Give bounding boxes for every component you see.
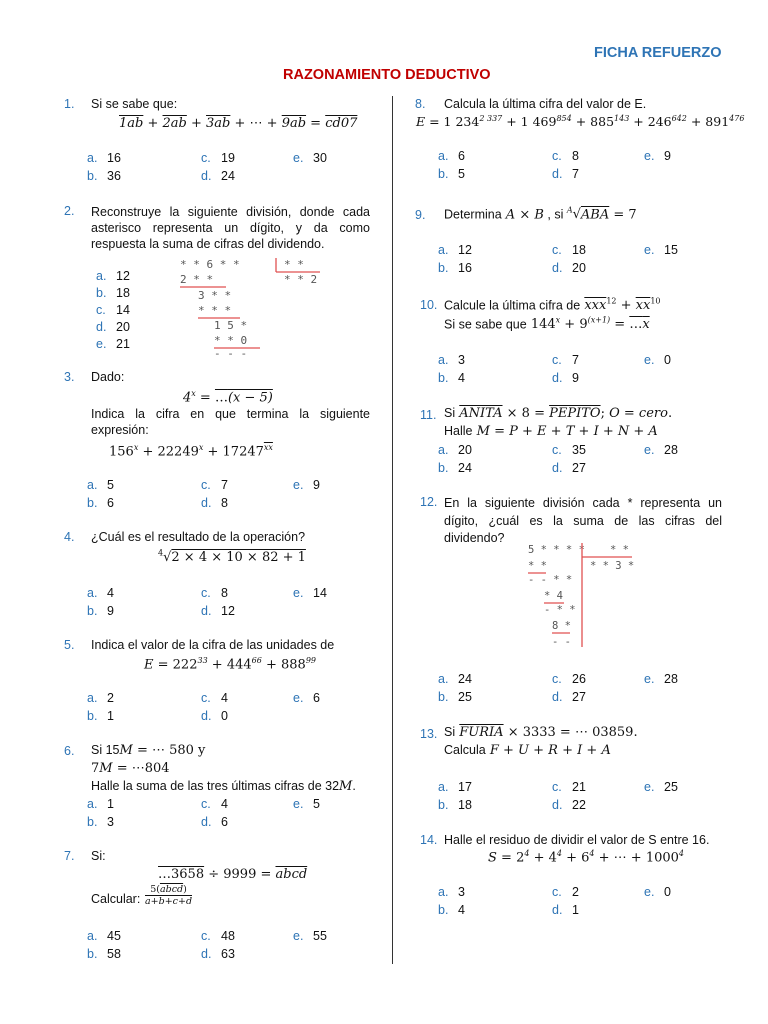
question-text-2: Indica la cifra en que termina la siguiente expresión: xyxy=(91,407,370,437)
question-number: 5. xyxy=(64,638,75,652)
option-e[interactable]: e. 15 xyxy=(644,243,678,257)
option-a[interactable]: a. 4 xyxy=(87,586,114,600)
page-title: RAZONAMIENTO DEDUCTIVO xyxy=(283,67,491,83)
column-divider xyxy=(392,96,393,964)
division-diagram xyxy=(178,258,328,358)
sheet-label: FICHA REFUERZO xyxy=(594,45,722,61)
question-number: 10. xyxy=(420,298,438,312)
option-d[interactable]: d. 12 xyxy=(201,604,235,618)
svg-text:* *: * * xyxy=(610,544,629,556)
svg-text:2 * *: 2 * * xyxy=(180,273,214,286)
option-c[interactable]: c. 21 xyxy=(552,780,586,794)
option-a[interactable]: a. 24 xyxy=(438,672,472,686)
question-number: 13. xyxy=(420,727,438,741)
option-c[interactable]: c. 26 xyxy=(552,672,586,686)
option-b[interactable]: b. 3 xyxy=(87,815,114,829)
svg-text:- - -: - - - xyxy=(214,347,248,358)
question-text: Si se sabe que: xyxy=(91,97,178,111)
option-b[interactable]: b. 6 xyxy=(87,496,114,510)
question-text: Dado: xyxy=(91,370,125,384)
option-e[interactable]: e. 14 xyxy=(293,586,327,600)
option-d[interactable]: d. 24 xyxy=(201,169,235,183)
svg-text:5 * * * *: 5 * * * * xyxy=(528,544,585,556)
option-d[interactable]: d. 1 xyxy=(552,903,579,917)
equation: 1ab + 2ab + 3ab + ⋯ + 9ab = cd07 xyxy=(119,116,358,131)
equation: E = 1 $234^{2 337} + 1$ $469^{854} + 885^{143} + 246^{642} + 891^{476}$ xyxy=(416,114,745,130)
option-d[interactable]: d. 20 xyxy=(96,320,130,334)
svg-text:- * *: - * * xyxy=(544,604,576,616)
option-c[interactable]: c. 35 xyxy=(552,443,586,457)
question-number: 12. xyxy=(420,495,438,509)
option-a[interactable]: a. 3 xyxy=(438,353,465,367)
svg-text:- - * *: - - * * xyxy=(528,574,573,586)
question-number: 2. xyxy=(64,204,75,218)
option-b[interactable]: b. 25 xyxy=(438,690,472,704)
option-c[interactable]: c. 48 xyxy=(201,929,235,943)
svg-text:* * 3 *: * * 3 * xyxy=(590,560,634,572)
option-b[interactable]: b. 9 xyxy=(87,604,114,618)
equation: $E = 222^{33} + 444^{66} + 888^{99}$ xyxy=(144,656,317,673)
option-d[interactable]: d. 27 xyxy=(552,690,586,704)
question-text: Si FURIA × 3333 = ⋯ 03859. xyxy=(444,725,638,740)
svg-text:* 4: * 4 xyxy=(544,590,563,602)
equation: 7M = ⋯804 xyxy=(91,761,170,776)
option-d[interactable]: d. 27 xyxy=(552,461,586,475)
option-e[interactable]: e. 21 xyxy=(96,337,130,351)
svg-text:1 5 *: 1 5 * xyxy=(214,319,248,332)
question-number: 14. xyxy=(420,833,438,847)
svg-text:* * 2: * * 2 xyxy=(284,273,318,286)
option-e[interactable]: e. 0 xyxy=(644,353,671,367)
expression: $156^x + 22249^x + 17247^{\overline{xx}}$ xyxy=(109,443,273,460)
option-a[interactable]: a. 3 xyxy=(438,885,465,899)
question-text: Si 15M = ⋯ 580 y xyxy=(91,743,206,758)
option-b[interactable]: b. 4 xyxy=(438,903,465,917)
option-a[interactable]: a. 16 xyxy=(87,151,121,165)
option-a[interactable]: a. 6 xyxy=(438,149,465,163)
svg-text:* * 6 * *: * * 6 * * xyxy=(180,258,240,271)
option-a[interactable]: a. 1 xyxy=(87,797,114,811)
svg-text:* *: * * xyxy=(284,258,304,271)
option-a[interactable]: a. 45 xyxy=(87,929,121,943)
option-a[interactable]: a. 2 xyxy=(87,691,114,705)
option-b[interactable]: b. 5 xyxy=(438,167,465,181)
svg-text:3 * *: 3 * * xyxy=(198,289,232,302)
option-c[interactable]: c. 18 xyxy=(552,243,586,257)
question-number: 9. xyxy=(415,208,426,222)
option-b[interactable]: b. 1 xyxy=(87,709,114,723)
question-number: 3. xyxy=(64,370,75,384)
option-c[interactable]: c. 4 xyxy=(201,797,228,811)
option-a[interactable]: a. 20 xyxy=(438,443,472,457)
option-d[interactable]: d. 20 xyxy=(552,261,586,275)
option-c[interactable]: c. 7 xyxy=(201,478,228,492)
question-text: Reconstruye la siguiente división, donde cada asterisco representa un dígito, y da como respuesta la suma de cifras del dividendo. xyxy=(91,205,370,251)
question-text: Calcule la última cifra de $\overline{xxx}^{12} + \overline{xx}^{10}$ xyxy=(444,297,661,314)
svg-text:* * 0: * * 0 xyxy=(214,334,248,347)
svg-text:- -: - - xyxy=(552,636,571,648)
question-number: 1. xyxy=(64,97,75,111)
division-diagram xyxy=(524,543,634,649)
question-text: En la siguiente división cada * representa un dígito, ¿cuál es la suma de las cifras del dividendo? xyxy=(444,496,722,545)
option-d[interactable]: d. 22 xyxy=(552,798,586,812)
option-a[interactable]: a. 12 xyxy=(438,243,472,257)
equation: $4^x$ = …(x − 5) xyxy=(183,389,273,406)
svg-text:* *: * * xyxy=(528,560,547,572)
option-e[interactable]: e. 25 xyxy=(644,780,678,794)
option-e[interactable]: e. 9 xyxy=(293,478,320,492)
question-text-2: Calcula F + U + R + I + A xyxy=(444,743,611,758)
option-c[interactable]: c. 19 xyxy=(201,151,235,165)
option-e[interactable]: e. 0 xyxy=(644,885,671,899)
equation: $S = 2^4 + 4^4 + 6^4$ + ⋯ + $1000^4$ xyxy=(488,849,684,866)
question-text: Si: xyxy=(91,849,106,863)
option-e[interactable]: e. 55 xyxy=(293,929,327,943)
question-text: Si ANITA × 8 = PEPITO; O = cero. xyxy=(444,406,673,421)
fraction: 5(abcd) a+b+c+d xyxy=(145,884,193,907)
option-b[interactable]: b. 58 xyxy=(87,947,121,961)
option-c[interactable]: c. 8 xyxy=(201,586,228,600)
option-e[interactable]: e. 5 xyxy=(293,797,320,811)
option-c[interactable]: c. 2 xyxy=(552,885,579,899)
svg-text:8 *: 8 * xyxy=(552,620,571,632)
question-text: ¿Cuál es el resultado de la operación? xyxy=(91,530,306,544)
option-c[interactable]: c. 7 xyxy=(552,353,579,367)
question-number: 6. xyxy=(64,744,75,758)
option-e[interactable]: e. 30 xyxy=(293,151,327,165)
option-c[interactable]: c. 14 xyxy=(96,303,130,317)
option-e[interactable]: e. 28 xyxy=(644,443,678,457)
option-d[interactable]: d. 7 xyxy=(552,167,579,181)
equation: …3658 ÷ 9999 = abcd xyxy=(158,867,308,882)
option-d[interactable]: d. 63 xyxy=(201,947,235,961)
question-number: 4. xyxy=(64,530,75,544)
option-a[interactable]: a. 17 xyxy=(438,780,472,794)
calc-label: Calcular: xyxy=(91,892,141,906)
option-c[interactable]: c. 8 xyxy=(552,149,579,163)
question-text-2: Si se sabe que $144^x + 9^{(x+1)}$ = …x xyxy=(444,316,650,333)
equation: $^4$√2 × 4 × 10 × 82 + 1 xyxy=(158,549,306,566)
option-b[interactable]: b. 16 xyxy=(438,261,472,275)
option-d[interactable]: d. 8 xyxy=(201,496,228,510)
option-e[interactable]: e. 28 xyxy=(644,672,678,686)
option-d[interactable]: d. 6 xyxy=(201,815,228,829)
option-b[interactable]: b. 18 xyxy=(96,286,130,300)
question-number: 8. xyxy=(415,97,426,111)
option-e[interactable]: e. 9 xyxy=(644,149,671,163)
option-b[interactable]: b. 18 xyxy=(438,798,472,812)
option-a[interactable]: a. 12 xyxy=(96,269,130,283)
option-d[interactable]: d. 9 xyxy=(552,371,579,385)
svg-text:* * *: * * * xyxy=(198,304,232,317)
option-b[interactable]: b. 24 xyxy=(438,461,472,475)
option-e[interactable]: e. 6 xyxy=(293,691,320,705)
question-text: Calcula la última cifra del valor de E. xyxy=(444,97,647,111)
option-b[interactable]: b. 36 xyxy=(87,169,121,183)
option-a[interactable]: a. 5 xyxy=(87,478,114,492)
question-text-2: Halle M = P + E + T + I + N + A xyxy=(444,424,658,439)
question-text: Determina A × B , si $^A$√ABA = 7 xyxy=(444,206,637,223)
question-number: 11. xyxy=(420,408,437,422)
option-b[interactable]: b. 4 xyxy=(438,371,465,385)
option-d[interactable]: d. 0 xyxy=(201,709,228,723)
question-number: 7. xyxy=(64,849,75,863)
question-text-2: Halle la suma de las tres últimas cifras de 32M. xyxy=(91,779,356,794)
option-c[interactable]: c. 4 xyxy=(201,691,228,705)
question-text: Halle el residuo de dividir el valor de S entre 16. xyxy=(444,833,710,847)
question-text: Indica el valor de la cifra de las unidades de xyxy=(91,638,335,652)
